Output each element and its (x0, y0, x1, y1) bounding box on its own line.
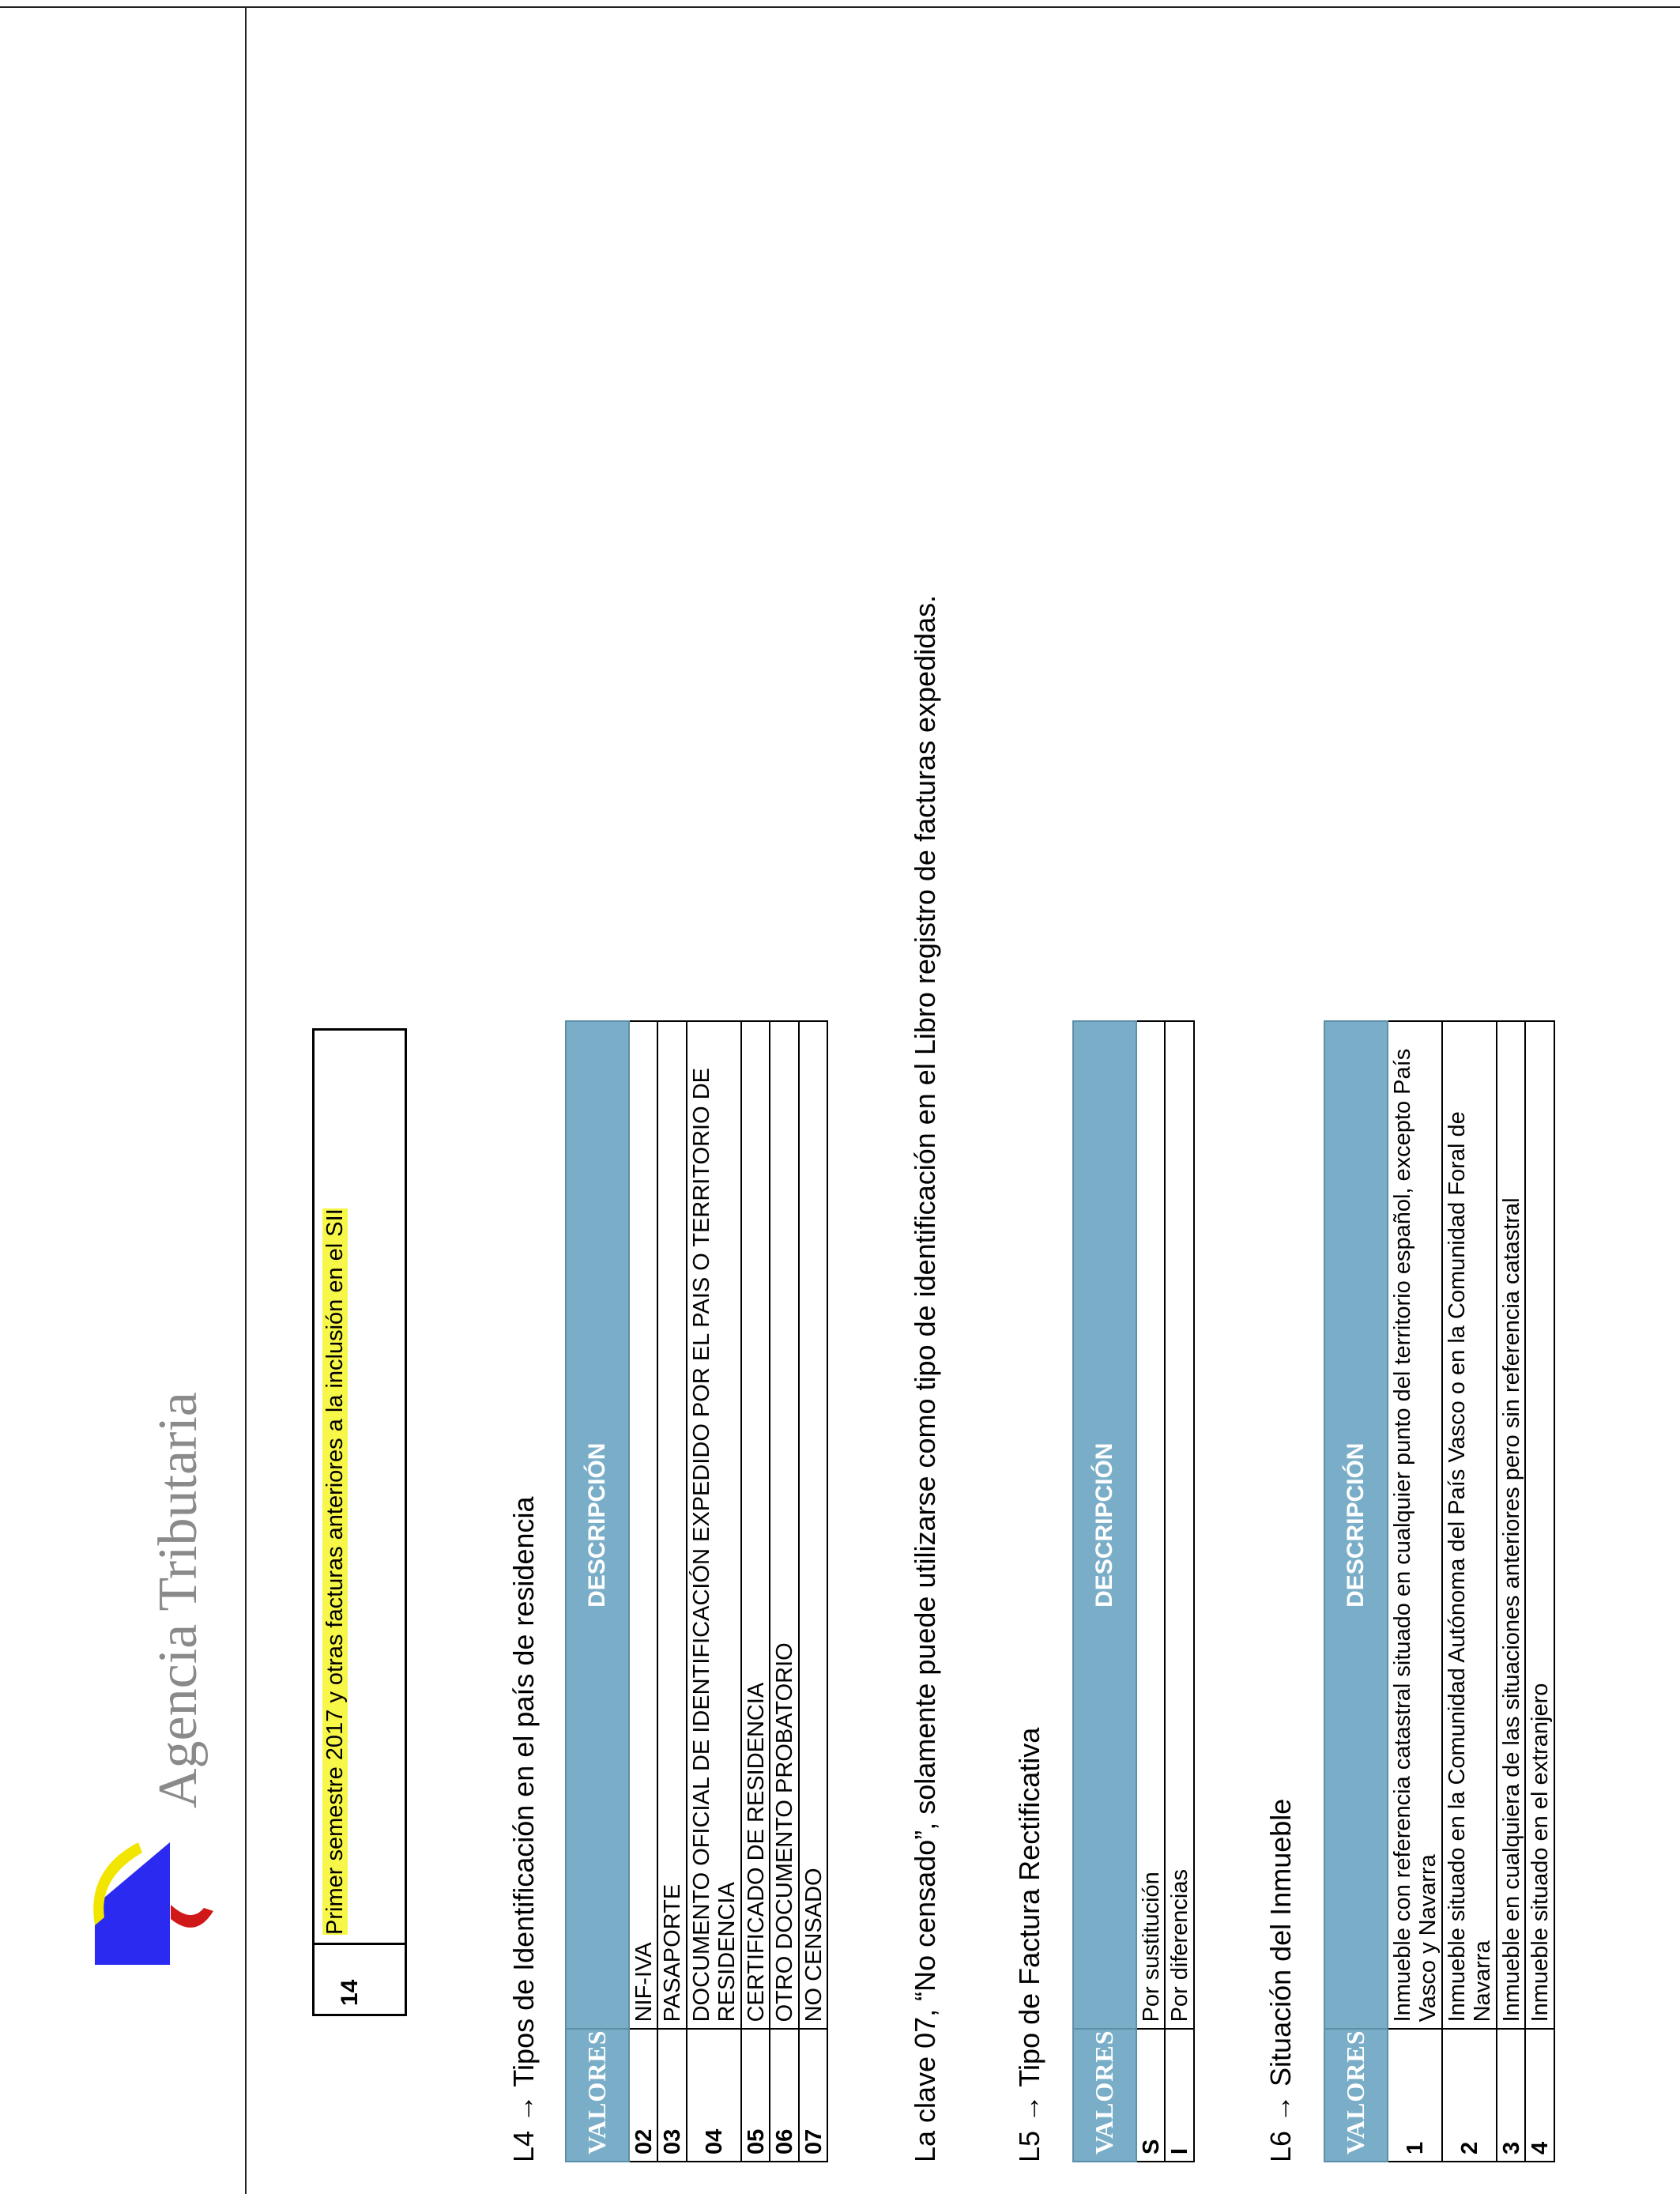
value-cell: S (1136, 2029, 1165, 2162)
table-row (629, 1021, 657, 2162)
value-cell: 2 (1442, 2029, 1497, 2162)
description-cell: NO CENSADO (799, 1021, 827, 2029)
table-row (1442, 1021, 1497, 2162)
table-row (687, 1021, 741, 2162)
column-header-values: VALORES (1073, 2029, 1136, 2162)
table-row (770, 1021, 798, 2162)
table-row (1525, 1021, 1554, 2162)
description-cell: NIF-IVA (629, 1021, 657, 2029)
table-l6 (1324, 1020, 1555, 2162)
table-l4 (565, 1020, 828, 2162)
value-cell: 06 (770, 2029, 798, 2162)
description-cell: DOCUMENTO OFICIAL DE IDENTIFICACIÓN EXPEDIDO POR EL PAIS O TERRITORIO DE RESIDENCIA (687, 1021, 741, 2029)
value-cell: 04 (687, 2029, 741, 2162)
description-cell: Inmueble con referencia catastral situado en cualquier punto del territorio español, excepto País Vasco y Navarra (1388, 1021, 1442, 2029)
notice-box (312, 1028, 407, 2016)
page-header (0, 8, 237, 2194)
table-row (1136, 1021, 1165, 2162)
table-row (657, 1021, 686, 2162)
column-header-description: DESCRIPCIÓN (566, 1021, 629, 2029)
description-cell: Inmueble situado en el extranjero (1525, 1021, 1554, 2029)
section-title-l5: L5 → Tipo de Factura Rectificativa (1013, 1727, 1045, 2162)
notice-number: 14 (315, 1943, 405, 2014)
value-cell: 07 (799, 2029, 827, 2162)
description-cell: Por sustitución (1136, 1021, 1165, 2029)
value-cell: 02 (629, 2029, 657, 2162)
table-row (1165, 1021, 1193, 2162)
brand-name: Agencia Tributaria (148, 1392, 209, 1808)
table-row (741, 1021, 770, 2162)
notice-highlight: Primer semestre 2017 y otras facturas anteriores a la inclusión en el SII (322, 1208, 348, 1935)
table-l5 (1072, 1020, 1195, 2162)
column-header-values: VALORES (1324, 2029, 1388, 2162)
column-header-description: DESCRIPCIÓN (1324, 1021, 1388, 2029)
section-title-l6: L6 → Situación del Inmueble (1264, 1798, 1297, 2162)
agencia-tributaria-logo-icon (63, 1823, 221, 1981)
description-cell: CERTIFICADO DE RESIDENCIA (741, 1021, 770, 2029)
description-cell: Por diferencias (1165, 1021, 1193, 2029)
value-cell: 03 (657, 2029, 686, 2162)
value-cell: I (1165, 2029, 1193, 2162)
header-divider (245, 8, 247, 2194)
table-row (799, 1021, 827, 2162)
section-title-l4: L4 → Tipos de Identificación en el país de residencia (507, 1496, 540, 2162)
page-border-line (0, 6, 1680, 8)
description-cell: Inmueble en cualquiera de las situaciones anteriores pero sin referencia catastral (1497, 1021, 1525, 2029)
table-row (1497, 1021, 1525, 2162)
value-cell: 1 (1388, 2029, 1442, 2162)
value-cell: 4 (1525, 2029, 1554, 2162)
column-header-values: VALORES (566, 2029, 629, 2162)
value-cell: 3 (1497, 2029, 1525, 2162)
description-cell: PASAPORTE (657, 1021, 686, 2029)
value-cell: 05 (741, 2029, 770, 2162)
column-header-description: DESCRIPCIÓN (1073, 1021, 1136, 2029)
description-cell: OTRO DOCUMENTO PROBATORIO (770, 1021, 798, 2029)
notice-text (315, 1208, 405, 1943)
table-row (1388, 1021, 1442, 2162)
note-text: La clave 07, “No censado”, solamente puede utilizarse como tipo de identificación en el Libro registro de facturas expedidas. (909, 594, 941, 2162)
description-cell: Inmueble situado en la Comunidad Autónoma del País Vasco o en la Comunidad Foral de Navarra (1442, 1021, 1497, 2029)
